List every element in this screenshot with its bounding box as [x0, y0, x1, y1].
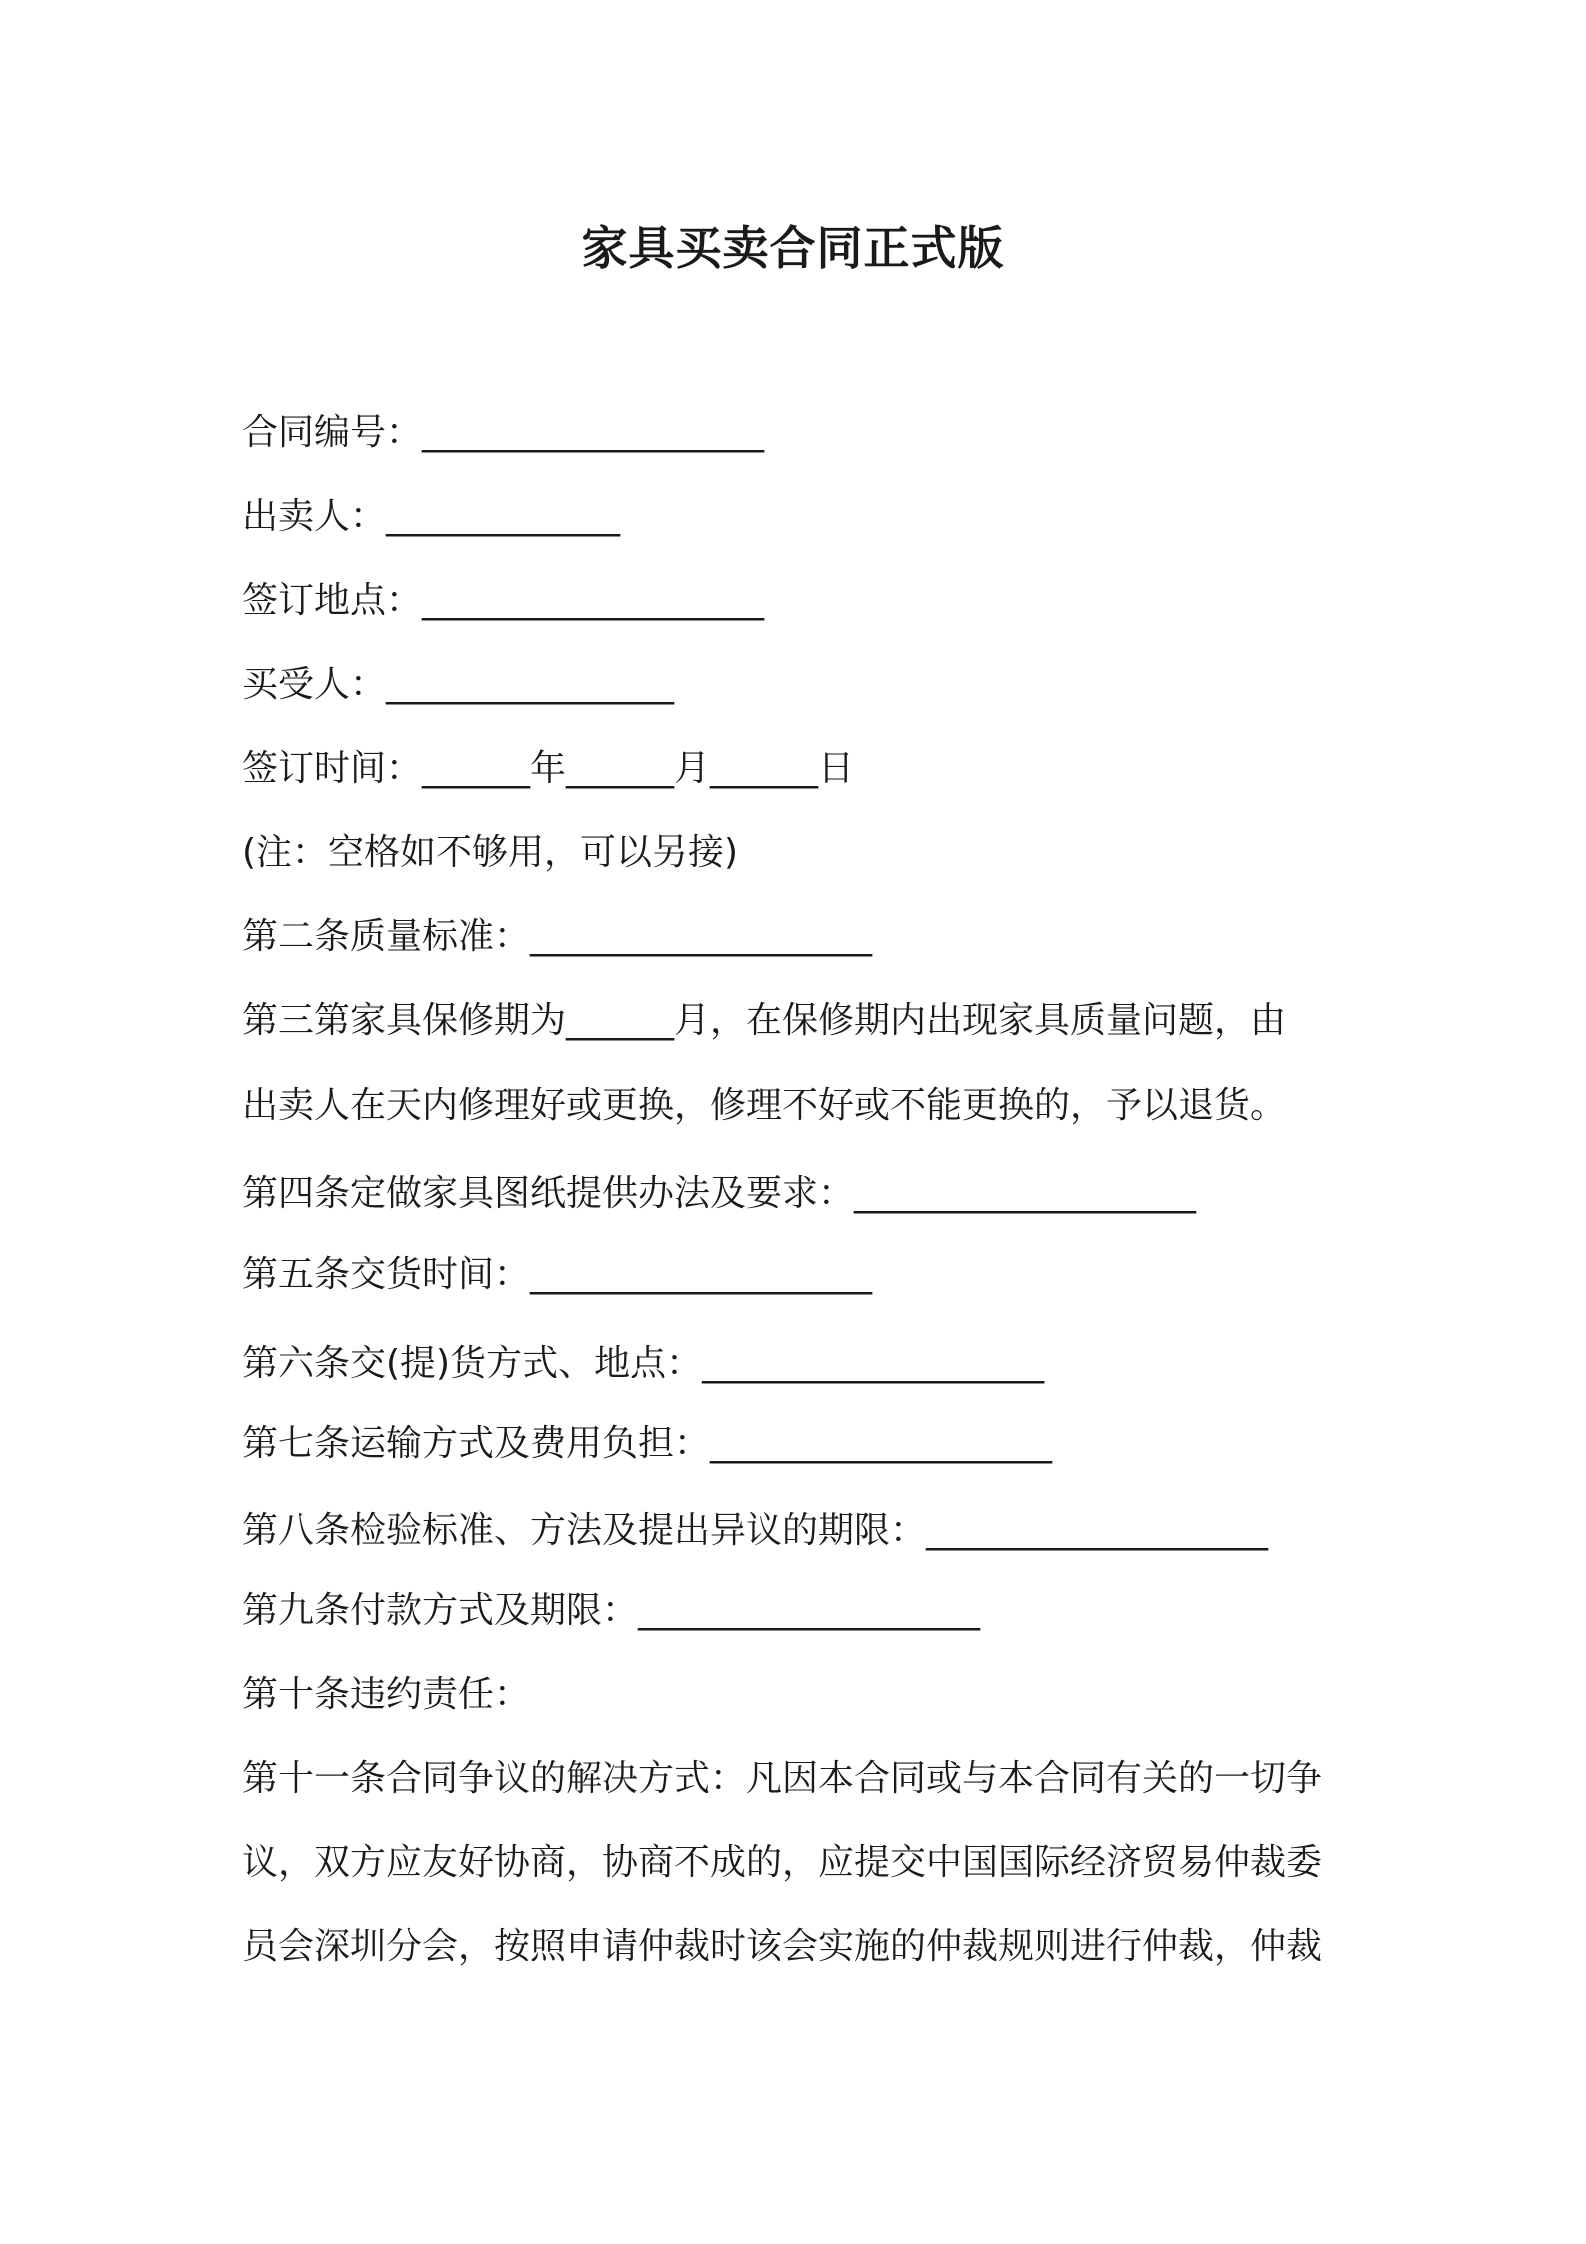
clause-2-quality-line: 第二条质量标准：___________________: [242, 916, 873, 957]
document-title: 家具买卖合同正式版: [581, 221, 1005, 275]
clause-7-transport-line: 第七条运输方式及费用负担：___________________: [242, 1423, 1053, 1464]
clause-11-dispute-line-2: 议，双方应友好协商，协商不成的，应提交中国国际经济贸易仲裁委: [242, 1842, 1323, 1883]
clause-3-warranty-line-2: 出卖人在天内修理好或更换，修理不好或不能更换的，予以退货。: [242, 1085, 1287, 1126]
seller-line: 出卖人：_____________: [242, 496, 621, 537]
clause-4-drawings-line: 第四条定做家具图纸提供办法及要求：___________________: [242, 1173, 1197, 1214]
clause-9-payment-line: 第九条付款方式及期限：___________________: [242, 1590, 981, 1631]
signing-place-line: 签订地点：___________________: [242, 580, 765, 621]
clause-8-inspection-line: 第八条检验标准、方法及提出异议的期限：___________________: [242, 1510, 1269, 1551]
signing-date-line: 签订时间：______年______月______日: [242, 748, 855, 789]
clause-6-delivery-method-line: 第六条交(提)货方式、地点：___________________: [242, 1343, 1045, 1384]
note-line: (注：空格如不够用，可以另接): [242, 832, 739, 873]
buyer-line: 买受人：________________: [242, 664, 675, 705]
clause-10-liability-line: 第十条违约责任：: [242, 1674, 531, 1715]
clause-3-warranty-line-1: 第三第家具保修期为______月，在保修期内出现家具质量问题，由: [242, 1000, 1287, 1041]
clause-11-dispute-line-3: 员会深圳分会，按照申请仲裁时该会实施的仲裁规则进行仲裁，仲裁: [242, 1926, 1323, 1967]
clause-5-delivery-time-line: 第五条交货时间：___________________: [242, 1254, 873, 1295]
contract-number-line: 合同编号：___________________: [242, 412, 765, 453]
clause-11-dispute-line-1: 第十一条合同争议的解决方式：凡因本合同或与本合同有关的一切争: [242, 1758, 1323, 1799]
